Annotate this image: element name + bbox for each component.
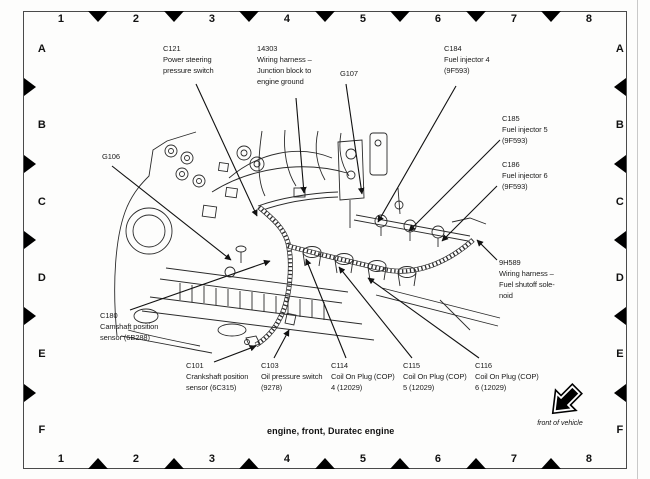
grid-col-label-top: 6 (434, 13, 442, 25)
grid-col-label-bottom: 2 (132, 453, 140, 465)
grid-row-label-left: E (38, 348, 46, 360)
engine-line-art (115, 130, 500, 353)
callout-line: C121 (163, 44, 181, 53)
grid-col-label-bottom: 8 (585, 453, 593, 465)
grid-col-label-bottom: 1 (57, 453, 65, 465)
callout-line: C114 (331, 361, 348, 370)
figure-caption: engine, front, Duratec engine (267, 426, 395, 436)
callout-line: C185 (502, 114, 520, 123)
grid-row-label-left: D (37, 272, 47, 284)
callout-c101 (186, 360, 248, 393)
grid-row-label-right: E (616, 348, 624, 360)
callout-line: 6 (12029) (475, 383, 507, 392)
grid-col-label-top: 2 (132, 13, 140, 25)
grid-col-label-top: 1 (57, 13, 65, 25)
callout-line: C103 (261, 361, 279, 370)
callout-g107 (340, 68, 358, 79)
callout-line: (9F593) (502, 182, 528, 191)
grid-col-label-bottom: 3 (208, 453, 216, 465)
callout-line: Coil On Plug (COP) (475, 372, 539, 381)
callout-line: noid (499, 291, 513, 300)
callout-line: Coil On Plug (COP) (331, 372, 395, 381)
callout-line: G107 (340, 69, 358, 78)
grid-col-label-bottom: 7 (510, 453, 518, 465)
callout-line: 9H589 (499, 258, 521, 267)
callout-line: 4 (12029) (331, 383, 363, 392)
callout-c115 (403, 360, 467, 393)
leader-14303 (296, 98, 304, 193)
grid-row-label-right: D (615, 272, 625, 284)
callout-line: Wiring harness – (499, 269, 554, 278)
callout-c121 (163, 43, 214, 76)
grid-col-label-bottom: 6 (434, 453, 442, 465)
callout-line: sensor (6B288) (100, 333, 150, 342)
callout-line: Camshaft position (100, 322, 159, 331)
callout-line: Power steering (163, 55, 212, 64)
leader-c186 (442, 186, 497, 241)
callout-line: pressure switch (163, 66, 214, 75)
callout-line: sensor (6C315) (186, 383, 237, 392)
leader-c116 (368, 278, 479, 358)
callout-line: Oil pressure switch (261, 372, 323, 381)
callout-line: Fuel shutoff sole- (499, 280, 555, 289)
callout-line: Junction block to (257, 66, 312, 75)
callout-line: Fuel injector 6 (502, 171, 548, 180)
grid-col-label-top: 7 (510, 13, 518, 25)
grid-col-label-top: 8 (585, 13, 593, 25)
callout-line: C184 (444, 44, 462, 53)
leader-g106 (112, 166, 231, 260)
callout-line: C116 (475, 361, 492, 370)
leader-c180 (130, 261, 270, 310)
callout-line: (9278) (261, 383, 283, 392)
callout-line: C186 (502, 160, 520, 169)
grid-col-label-top: 4 (283, 13, 291, 25)
leader-9h589 (477, 240, 497, 260)
front-of-vehicle-arrow-icon (547, 382, 584, 419)
grid-row-label-left: B (37, 119, 47, 131)
leader-c103 (274, 330, 289, 358)
callout-line: G106 (102, 152, 120, 161)
callout-line: (9F593) (502, 136, 528, 145)
callout-line: Coil On Plug (COP) (403, 372, 467, 381)
grid-col-label-bottom: 4 (283, 453, 291, 465)
callout-c103 (261, 360, 322, 393)
callout-line: Wiring harness – (257, 55, 312, 64)
grid-row-label-right: B (615, 119, 625, 131)
callout-line: Crankshaft position (186, 372, 249, 381)
grid-row-label-right: C (615, 196, 625, 208)
callout-line: Fuel injector 5 (502, 125, 548, 134)
grid-col-label-top: 3 (208, 13, 216, 25)
grid-col-label-bottom: 5 (359, 453, 367, 465)
callout-line: C180 (100, 311, 118, 320)
grid-row-label-left: A (37, 43, 47, 55)
front-of-vehicle-label: front of vehicle (537, 420, 583, 427)
grid-row-label-left: C (37, 196, 47, 208)
callout-line: C101 (186, 361, 204, 370)
callout-line: engine ground (257, 77, 304, 86)
leader-c185 (409, 140, 500, 231)
callout-c116 (475, 360, 539, 393)
callout-9h589 (499, 257, 555, 301)
callout-c185 (502, 113, 548, 146)
callout-c184 (444, 43, 490, 76)
callout-g106 (102, 151, 120, 162)
callout-c180 (100, 310, 158, 343)
grid-row-label-right: F (616, 424, 624, 436)
callout-line: 14303 (257, 44, 278, 53)
callout-line: 5 (12029) (403, 383, 435, 392)
leader-c115 (339, 267, 412, 358)
grid-row-label-left: F (38, 424, 46, 436)
grid-col-label-top: 5 (359, 13, 367, 25)
callout-line: C115 (403, 361, 420, 370)
callout-line: Fuel injector 4 (444, 55, 490, 64)
leader-c184 (378, 86, 456, 222)
callout-c114 (331, 360, 395, 393)
callout-c186 (502, 159, 548, 192)
callout-14303 (257, 43, 312, 87)
grid-row-label-right: A (615, 43, 625, 55)
callout-line: (9F593) (444, 66, 470, 75)
